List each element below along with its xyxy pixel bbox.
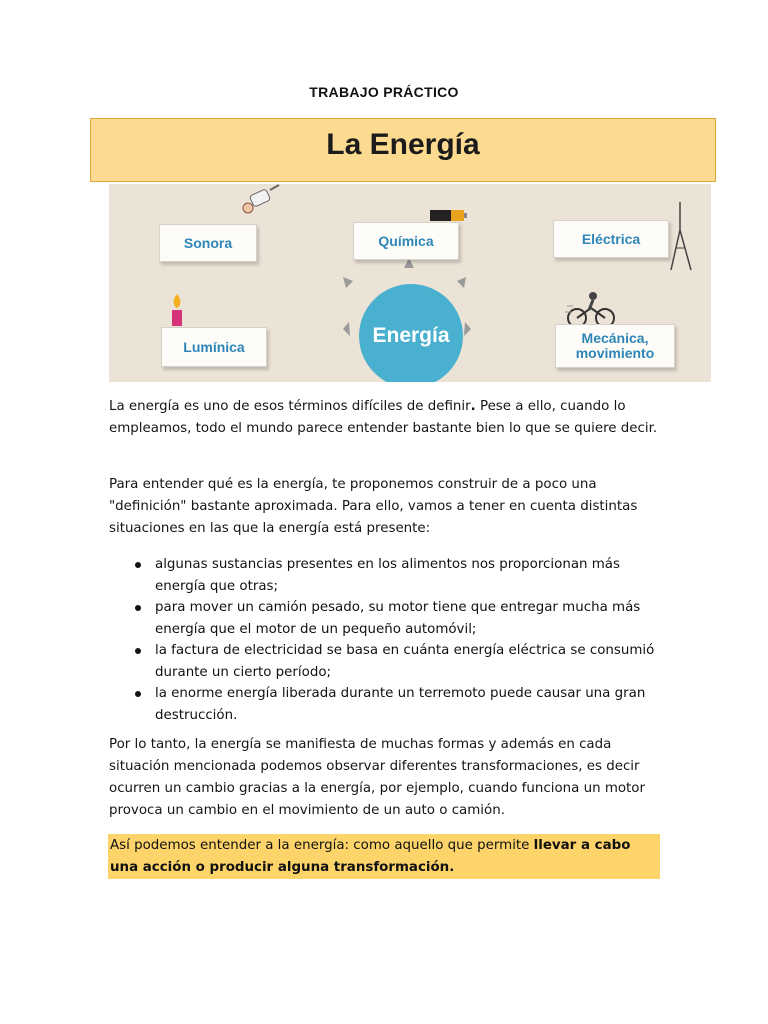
card-quimica (353, 222, 459, 260)
intro-text-a: La energía es uno de esos términos difíciles de definir (109, 399, 471, 414)
card-sonora-label: Sonora (183, 234, 233, 251)
card-electrica (553, 220, 669, 258)
card-mecanica-label-line1: Mecánica, (581, 330, 649, 346)
list-item: la enorme energía liberada durante un terremoto puede causar una gran destrucción. (109, 683, 669, 726)
list-item: algunas sustancias presentes en los alimentos nos proporcionan más energía que otras; (109, 554, 669, 597)
list-item: la factura de electricidad se basa en cuánta energía eléctrica se consumió durante un cierto período; (109, 640, 669, 683)
definition-text: Para entender qué es la energía, te proponemos construir de a poco una "definición" bastante aproximada. Para ello, vamos a tener en cuenta distintas situaciones en las que la energía está presente: (109, 477, 638, 536)
transformation-paragraph (109, 734, 669, 822)
conclusion-text: Así podemos entender a la energía: como aquello que permite (110, 838, 534, 853)
energy-center-label: Energía (372, 324, 450, 347)
arrow-left (343, 322, 350, 336)
candle-icon (167, 292, 187, 328)
card-electrica-label: Eléctrica (581, 230, 641, 247)
situations-list (109, 554, 669, 726)
conclusion-bold-text: llevar a cabo una acción o producir alguna transformación. (110, 838, 631, 875)
document-header-label: TRABAJO PRÁCTICO (309, 84, 459, 100)
page-title: La Energía (326, 128, 480, 161)
card-luminica-label: Lumínica (183, 338, 245, 355)
card-mecanica-label-line2: movimiento (575, 345, 655, 361)
arrow-up-right (457, 277, 466, 288)
card-sonora (159, 224, 257, 262)
hand-clap-icon (237, 184, 285, 220)
energy-types-infographic (109, 184, 711, 382)
intro-text-dot: . (470, 399, 476, 414)
lightning-rod-icon (665, 200, 695, 280)
card-mecanica (555, 324, 675, 368)
transformation-text: Por lo tanto, la energía se manifiesta de muchas formas y además en cada situación mencionada podemos observar diferentes transformaciones, es decir ocurren un cambio gracias a la energía, por ejemplo, cuando funciona un motor provoca un cambio en el movimiento de un auto o camión. (109, 737, 646, 818)
intro-paragraph (109, 396, 669, 440)
arrow-right (464, 322, 471, 336)
card-quimica-label: Química (378, 232, 434, 249)
conclusion-highlight (108, 834, 660, 879)
energy-center-circle (359, 284, 463, 382)
arrow-up-left (343, 277, 353, 288)
list-item: para mover un camión pesado, su motor tiene que entregar mucha más energía que el motor de un pequeño automóvil; (109, 597, 669, 640)
title-banner (90, 118, 716, 182)
definition-paragraph (109, 474, 669, 540)
card-luminica (161, 327, 267, 367)
intro-text-b: Pese a ello, cuando lo empleamos, todo el mundo parece entender bastante bien lo que se quiere decir. (109, 399, 658, 436)
